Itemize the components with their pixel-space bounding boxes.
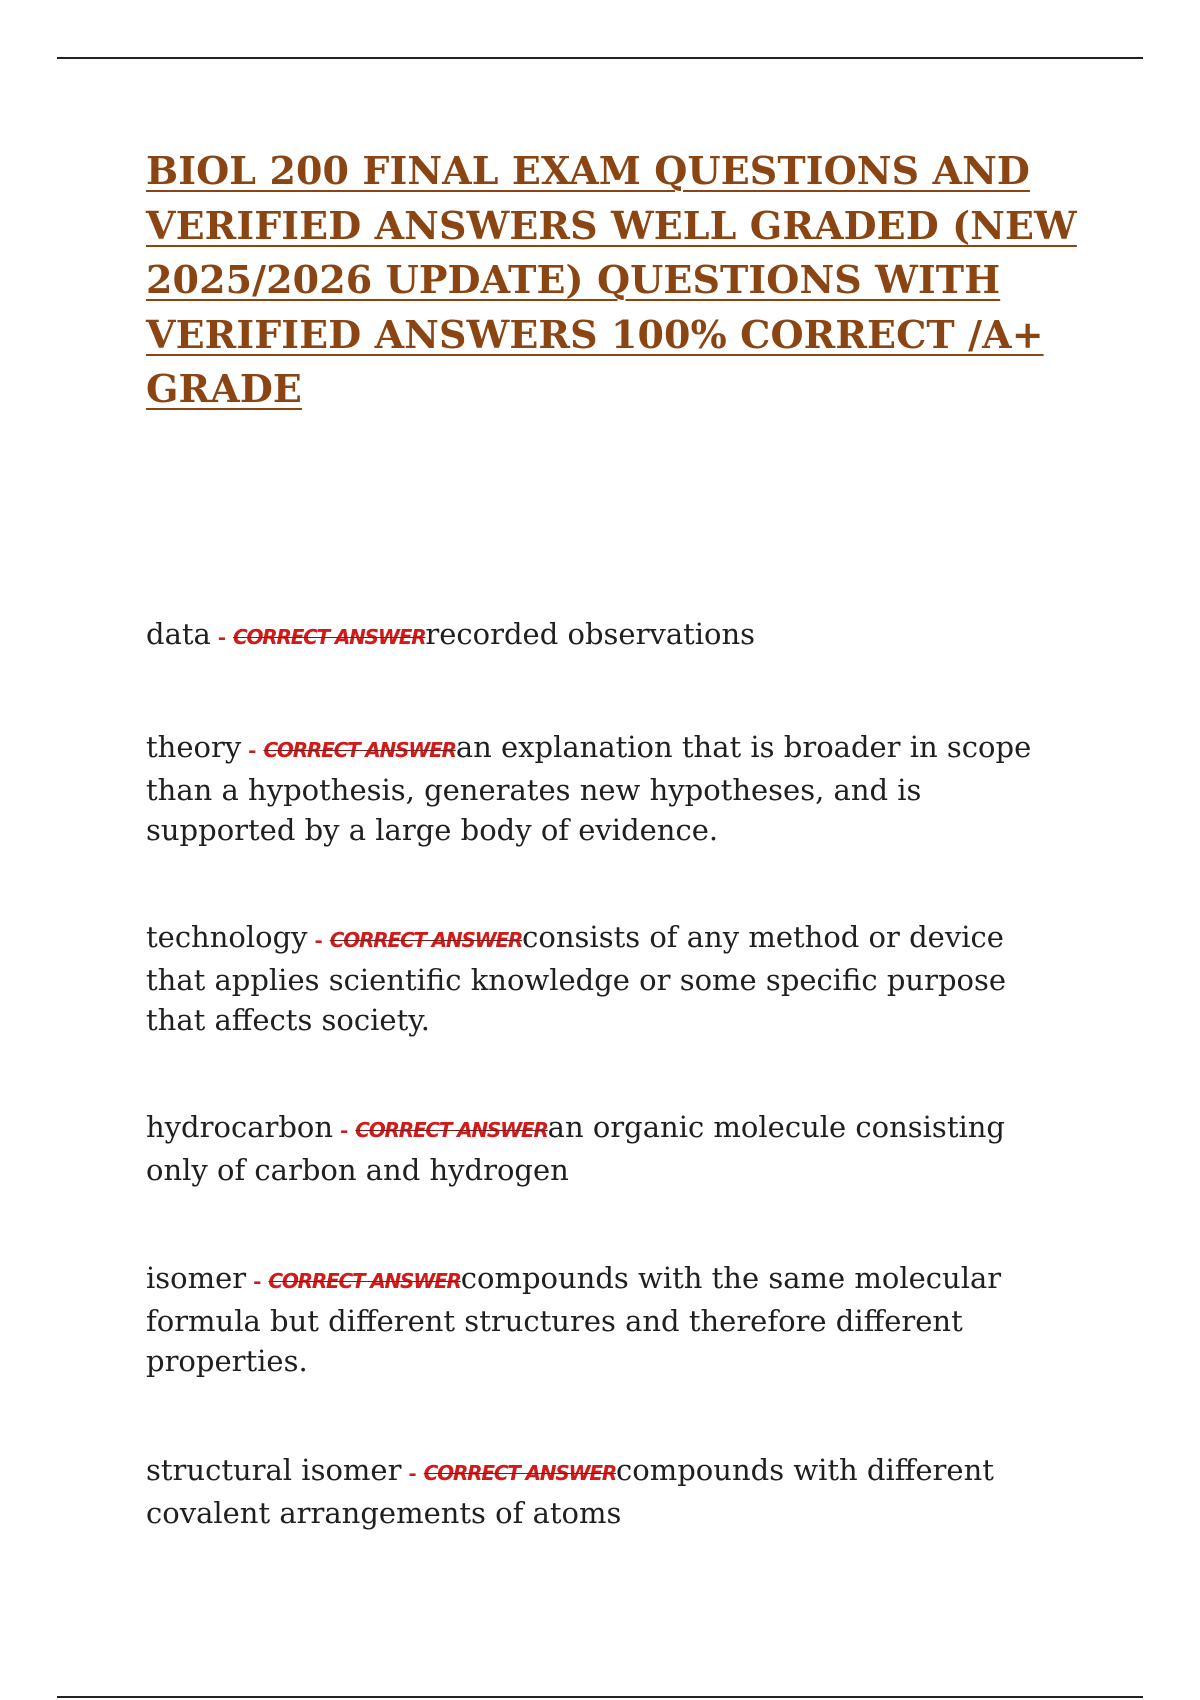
answer-separator: - — [241, 738, 264, 762]
correct-answer-marker: CORRECT ANSWER — [329, 928, 523, 952]
answer-separator: - — [246, 1269, 269, 1293]
qa-entry-structural-isomer — [146, 1450, 1046, 1533]
qa-entry-data — [146, 614, 1046, 657]
qa-term: structural isomer — [146, 1453, 402, 1487]
correct-answer-marker: CORRECT ANSWER — [233, 625, 426, 649]
top-rule — [57, 57, 1143, 59]
qa-term: theory — [146, 730, 242, 764]
answer-separator: - — [307, 928, 330, 952]
qa-term: hydrocarbon — [146, 1110, 334, 1144]
qa-definition: an explanation that is broader in scope than a hypothesis, generates new hypotheses, and is supported by a large body of evidence. — [146, 730, 1032, 847]
bottom-rule — [57, 1696, 1143, 1698]
qa-entry-isomer — [146, 1258, 1046, 1381]
document-title: BIOL 200 FINAL EXAM QUESTIONS AND VERIFIED ANSWERS WELL GRADED (NEW 2025/2026 UPDATE) QUESTIONS WITH VERIFIED ANSWERS 100% CORRECT /A+ GRADE — [146, 148, 1077, 411]
answer-separator: - — [210, 625, 234, 649]
answer-separator: - — [401, 1461, 424, 1485]
qa-entry-theory — [146, 727, 1046, 850]
qa-term: data — [146, 617, 211, 651]
correct-answer-marker: CORRECT ANSWER — [268, 1269, 461, 1293]
answer-separator: - — [333, 1118, 356, 1142]
qa-entry-technology — [146, 917, 1046, 1040]
qa-term: isomer — [146, 1261, 247, 1295]
qa-definition: recorded observations — [425, 617, 756, 651]
correct-answer-marker: CORRECT ANSWER — [355, 1118, 548, 1142]
correct-answer-marker: CORRECT ANSWER — [263, 738, 456, 762]
qa-definition: an organic molecule consisting only of carbon and hydrogen — [146, 1110, 1005, 1187]
qa-term: technology — [146, 920, 308, 954]
qa-entry-hydrocarbon — [146, 1107, 1046, 1190]
correct-answer-marker: CORRECT ANSWER — [423, 1461, 617, 1485]
qa-definition: consists of any method or device that applies scientific knowledge or some specific purpose that affects society. — [146, 920, 1007, 1037]
qa-definition: compounds with different covalent arrangements of atoms — [146, 1453, 994, 1530]
qa-definition: compounds with the same molecular formula but different structures and therefore different properties. — [146, 1261, 1002, 1378]
